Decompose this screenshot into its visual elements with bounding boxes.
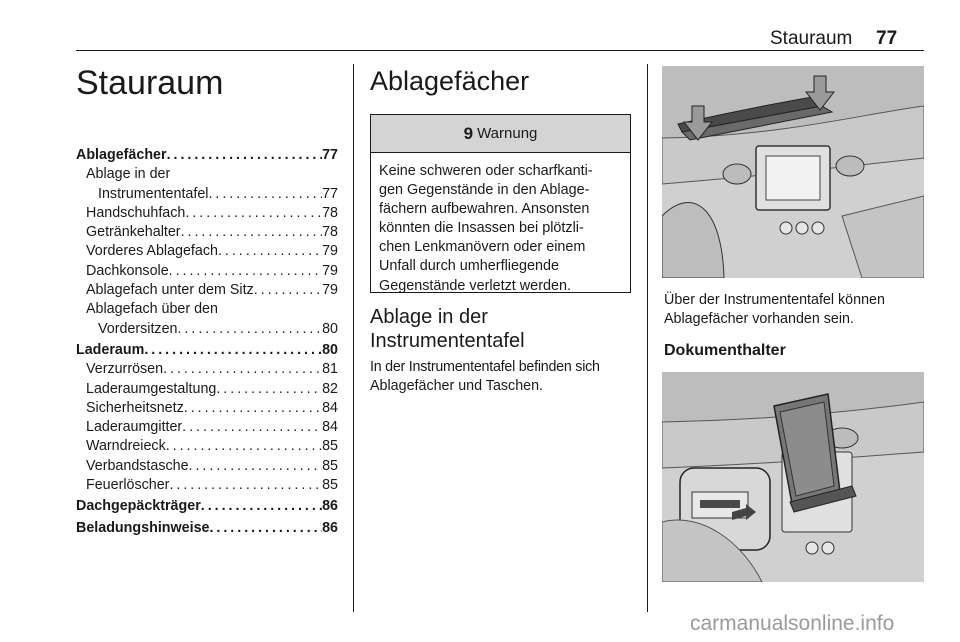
toc-entry-page: 80 <box>322 341 338 358</box>
toc-entry-page: 85 <box>322 477 338 494</box>
toc-entry[interactable] <box>76 399 338 418</box>
toc-entry-label: Handschuhfach <box>86 204 186 221</box>
toc-entry[interactable] <box>76 418 338 437</box>
toc-leader-dots <box>201 497 322 516</box>
toc-leader-dots <box>163 360 322 379</box>
toc-leader-dots <box>167 146 323 165</box>
toc-entry[interactable] <box>76 360 338 379</box>
toc-entry[interactable] <box>76 281 338 300</box>
description-line: Über der Instrumententafel können <box>664 292 885 308</box>
toc-entry-label: Verzurrösen <box>86 361 164 378</box>
toc-entry-page: 79 <box>322 262 338 279</box>
toc-leader-dots <box>169 262 322 281</box>
body-line: Ablagefächer und Taschen. <box>370 377 544 394</box>
toc-entry[interactable] <box>76 519 338 538</box>
toc-entry[interactable] <box>76 341 338 360</box>
toc-entry-label: Instrumententafel <box>98 185 209 202</box>
column-divider-left <box>353 64 354 612</box>
toc-entry[interactable] <box>76 165 338 184</box>
toc-entry-label: Verbandstasche <box>86 457 189 474</box>
toc-entry[interactable] <box>76 223 338 242</box>
subsection-title-line2: Instrumententafel <box>370 330 525 352</box>
toc-entry-page: 78 <box>322 224 338 241</box>
warning-box <box>370 114 631 293</box>
toc-entry-page: 82 <box>322 380 338 397</box>
warning-header <box>371 115 630 153</box>
toc-leader-dots <box>209 519 322 538</box>
toc-entry-label: Laderaum <box>76 341 145 358</box>
toc-leader-dots <box>166 437 322 456</box>
toc-entry[interactable] <box>76 476 338 495</box>
toc-entry-label: Sicherheitsnetz <box>86 399 184 416</box>
document-holder-illustration <box>662 372 924 582</box>
toc-entry-label: Ablage in der <box>86 166 171 183</box>
toc-entry-page: 85 <box>322 457 338 474</box>
toc-leader-dots <box>177 320 322 339</box>
toc-leader-dots <box>181 223 323 242</box>
toc-entry-page: 85 <box>322 438 338 455</box>
body-line: In der Instrumententafel befinden sich <box>370 359 600 375</box>
toc-entry-label: Vorderes Ablagefach <box>86 243 218 260</box>
warning-line: Gegenstände verletzt werden. <box>379 277 571 294</box>
warning-line: fächern aufbewahren. Ansonsten <box>379 201 590 218</box>
toc-leader-dots <box>216 380 322 399</box>
toc-entry-label: Beladungshinweise <box>76 519 210 536</box>
toc-entry-label: Laderaumgestaltung <box>86 380 217 397</box>
toc-entry-label: Ablagefächer <box>76 147 167 163</box>
toc-entry[interactable] <box>76 146 338 165</box>
toc-leader-dots <box>208 185 322 204</box>
section-title: Ablagefächer <box>370 66 530 96</box>
toc-entry-page: 78 <box>322 204 338 221</box>
table-of-contents <box>76 144 338 538</box>
toc-entry-page: 81 <box>322 361 338 378</box>
toc-entry[interactable] <box>76 320 338 339</box>
watermark: carmanualsonline.info <box>690 612 895 635</box>
running-header-title: Stauraum <box>770 28 853 49</box>
toc-entry-label: Getränkehalter <box>86 224 181 241</box>
warning-line: könnten die Insassen bei plötzli- <box>379 220 584 237</box>
toc-leader-dots <box>218 242 322 261</box>
body-paragraph <box>370 358 636 395</box>
dashboard-storage-illustration <box>662 66 924 278</box>
subsection-title <box>370 305 525 353</box>
subsection-title-line1: Ablage in der <box>370 306 488 328</box>
warning-line: Keine schweren oder scharfkanti- <box>379 163 593 179</box>
toc-entry-label: Ablagefach über den <box>86 301 218 318</box>
toc-entry[interactable] <box>76 437 338 456</box>
toc-entry[interactable] <box>76 380 338 399</box>
toc-entry[interactable] <box>76 242 338 261</box>
toc-leader-dots <box>185 204 322 223</box>
toc-entry-page: 77 <box>322 185 338 202</box>
page-number: 77 <box>876 28 898 49</box>
toc-entry-label: Dachkonsole <box>86 262 169 279</box>
toc-leader-dots <box>169 476 322 495</box>
warning-text <box>371 153 630 296</box>
warning-line: Unfall durch umherfliegende <box>379 258 559 275</box>
toc-entry-label: Ablagefach unter dem Sitz <box>86 282 254 299</box>
toc-entry[interactable] <box>76 185 338 204</box>
description-line: Ablagefächer vorhanden sein. <box>664 310 854 327</box>
toc-entry-label: Vordersitzen <box>98 320 178 337</box>
toc-leader-dots <box>254 281 322 300</box>
toc-leader-dots <box>182 418 322 437</box>
warning-title: Warnung <box>477 125 538 142</box>
toc-entry-label: Warndreieck <box>86 438 166 455</box>
warning-line: gen Gegenstände in den Ablage- <box>379 182 590 199</box>
column-divider-right <box>647 64 648 612</box>
toc-entry[interactable] <box>76 497 338 516</box>
toc-entry-page: 86 <box>322 498 338 515</box>
toc-entry[interactable] <box>76 457 338 476</box>
warning-line: chen Lenkmanövern oder einem <box>379 239 586 256</box>
toc-entry-page: 77 <box>322 147 338 163</box>
toc-entry-label: Feuerlöscher <box>86 477 170 494</box>
toc-entry[interactable] <box>76 262 338 281</box>
toc-entry-label: Dachgepäckträger <box>76 498 201 515</box>
toc-entry-page: 79 <box>322 282 338 299</box>
toc-leader-dots <box>144 341 322 360</box>
toc-entry-page: 84 <box>322 419 338 436</box>
header-rule <box>76 50 924 51</box>
toc-entry-page: 86 <box>322 519 338 536</box>
toc-entry-page: 84 <box>322 399 338 416</box>
toc-entry-page: 80 <box>322 320 338 337</box>
warning-symbol-icon: 9 <box>463 123 474 143</box>
chapter-title: Stauraum <box>76 64 224 102</box>
toc-entry[interactable] <box>76 204 338 223</box>
toc-leader-dots <box>184 399 322 418</box>
document-holder-heading: Dokumenthalter <box>664 342 786 359</box>
toc-entry-page: 79 <box>322 243 338 260</box>
toc-entry-label: Laderaumgitter <box>86 419 183 436</box>
storage-description <box>664 291 926 328</box>
toc-entry[interactable] <box>76 300 338 319</box>
toc-leader-dots <box>189 457 323 476</box>
